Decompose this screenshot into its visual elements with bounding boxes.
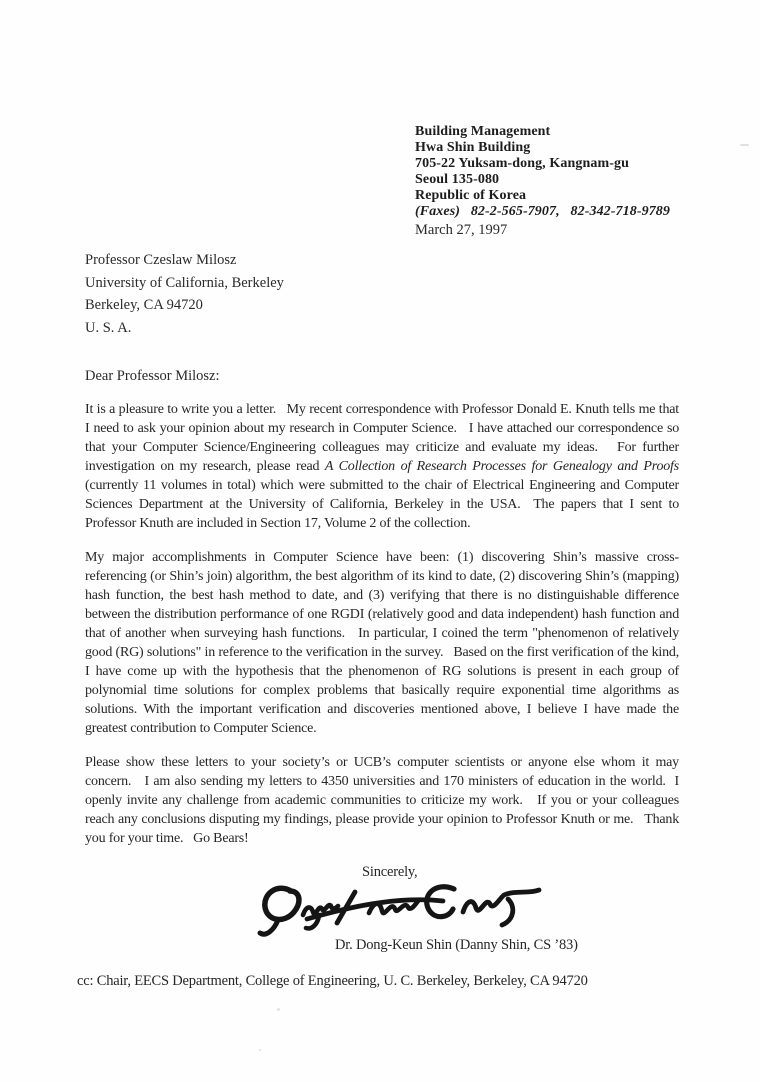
paragraph-1-text-cont: (currently 11 volumes in total) which were submitted to the chair of Electrical Engineering and Computer Sciences Department at the University of California, Berkeley in the USA. The papers that I sent to Professor Knuth are included in Section 17, Volume 2 of the collection. xyxy=(85,459,683,531)
paragraph-3: Please show these letters to your society’s or UCB’s computer scientists or anyone else whom it may concern. I am also sending my letters to 4350 universities and 170 ministers of education in the world. I openly invite any challenge from academic communities to criticize my work. If you or your colleagues reach any conclusions disputing my findings, please provide your opinion to Professor Knuth or me. Thank you for your time. Go Bears! xyxy=(85,755,683,846)
scan-speck xyxy=(740,144,749,146)
sender-line: Seoul 135-080 xyxy=(415,172,500,187)
fax-line: (Faxes) 82-2-565-7907, 82-342-718-9789 xyxy=(415,204,670,219)
date-line: March 27, 1997 xyxy=(415,222,508,238)
signature-icon xyxy=(257,878,542,938)
paragraph-1 xyxy=(85,400,683,533)
cc-line: cc: Chair, EECS Department, College of Engineering, U. C. Berkeley, Berkeley, CA 94720 xyxy=(77,973,588,989)
handwritten-signature xyxy=(257,878,679,938)
signature-name: Dr. Dong-Keun Shin (Danny Shin, CS ’83) xyxy=(335,937,578,953)
sender-line: Building Management xyxy=(415,124,551,139)
recipient-address-block xyxy=(85,249,284,339)
paragraph-2: My major accomplishments in Computer Science have been: (1) discovering Shin’s massive cross-referencing (or Shin’s join) algorithm, the best algorithm of its kind to date, (2) discovering Shin’s (mapping) hash function, the best hash method to date, and (3) verifying that there is no distinguishable difference between the distribution performance of one RGDI (relatively good and data independent) hash function and that of another when surveying hash functions. In particular, I coined the term "phenomenon of relatively good (RG) solutions" in reference to the verification in the survey. Based on the first verification of the kind, I have come up with the hypothesis that the phenomenon of RG solutions is present in each group of polynomial time solutions for complex problems that basically require exponential time algorithms as solutions. With the important verification and discoveries mentioned above, I believe I have made the greatest contribution to Computer Science. xyxy=(85,550,683,736)
recipient-line: U. S. A. xyxy=(85,319,132,336)
recipient-line: University of California, Berkeley xyxy=(85,274,284,291)
sender-line: Hwa Shin Building xyxy=(415,140,531,155)
scan-speck xyxy=(277,1008,280,1011)
sender-line: 705-22 Yuksam-dong, Kangnam-gu xyxy=(415,156,629,171)
closing: Sincerely, xyxy=(362,864,418,880)
book-title: A Collection of Research Processes for Genealogy and Proofs xyxy=(324,459,679,474)
recipient-line: Berkeley, CA 94720 xyxy=(85,297,203,313)
scan-speck xyxy=(259,1049,261,1051)
sender-line: Republic of Korea xyxy=(415,188,527,203)
paragraph-1-text: It is a pleasure to write you a letter. My recent correspondence with Professor Donald E. Knuth tells me that I need to ask your opinion about my research in Computer Science. I have attached our correspondence so that your Computer Science/Engineering colleagues may criticize and evaluate my ideas. For further investigation on my research, please read xyxy=(85,402,683,474)
recipient-line: Professor Czeslaw Milosz xyxy=(85,252,237,268)
sender-address-block xyxy=(415,124,670,220)
salutation: Dear Professor Milosz: xyxy=(85,368,220,384)
letter-body xyxy=(77,400,683,991)
